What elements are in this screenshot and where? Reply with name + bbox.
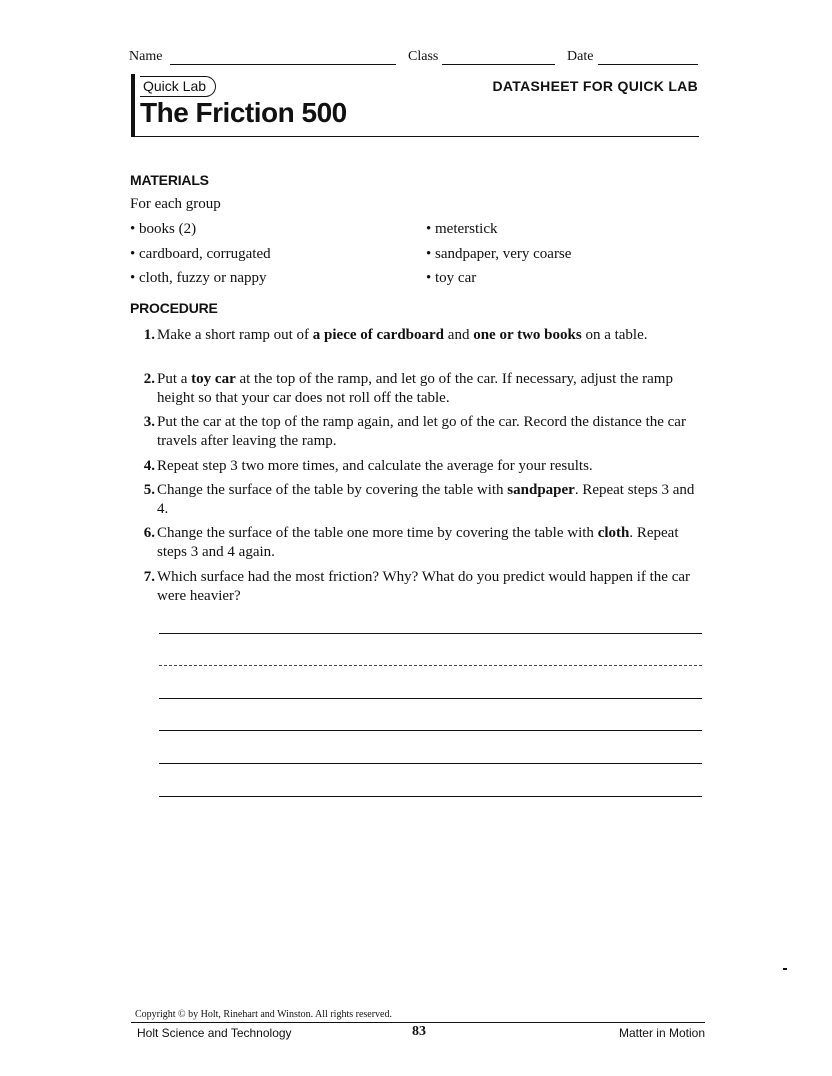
answer-line[interactable] [159, 633, 702, 634]
title-divider [131, 136, 699, 137]
material-item: • cardboard, corrugated [130, 246, 271, 263]
answer-line[interactable] [159, 730, 702, 731]
materials-intro: For each group [130, 196, 221, 212]
procedure-step-7: 7. Which surface had the most friction? Why? What do you predict would happen if the car were heavier? [143, 569, 691, 604]
footer-chapter: Matter in Motion [618, 1026, 705, 1040]
material-item: • cloth, fuzzy or nappy [130, 270, 266, 287]
material-item: • meterstick [426, 221, 498, 238]
page-title: The Friction 500 [140, 97, 347, 128]
datasheet-label: DATASHEET FOR QUICK LAB [492, 78, 698, 94]
material-item: • sandpaper, very coarse [426, 246, 571, 263]
footer-divider [131, 1022, 705, 1023]
date-label: Date [567, 49, 594, 64]
name-field[interactable] [170, 50, 396, 65]
procedure-step-2: 2. Put a toy car at the top of the ramp, and let go of the car. If necessary, adjust the ramp height so that your car does not roll off the table. [143, 371, 673, 406]
answer-line[interactable] [159, 698, 702, 699]
material-item: • toy car [426, 270, 476, 287]
procedure-step-3: 3. Put the car at the top of the ramp again, and let go of the car. Record the distance the car travels after leaving the ramp. [143, 414, 686, 449]
name-label: Name [129, 49, 163, 64]
procedure-step-4: 4. Repeat step 3 two more times, and calculate the average for your results. [143, 458, 593, 474]
procedure-heading: PROCEDURE [130, 300, 218, 316]
scan-mark [783, 968, 787, 970]
title-accent-bar [131, 74, 135, 136]
date-field[interactable] [598, 50, 698, 65]
answer-line[interactable] [159, 796, 702, 797]
material-item: • books (2) [130, 221, 196, 238]
quick-lab-badge: Quick Lab [140, 76, 216, 97]
materials-heading: MATERIALS [130, 172, 209, 188]
page-number: 83 [412, 1024, 426, 1039]
class-field[interactable] [442, 50, 555, 65]
answer-line[interactable] [159, 665, 702, 667]
procedure-step-5: 5. Change the surface of the table by covering the table with sandpaper. Repeat steps 3 and 4. [143, 482, 695, 517]
procedure-step-6: 6. Change the surface of the table one more time by covering the table with cloth. Repeat steps 3 and 4 again. [143, 525, 679, 560]
copyright-notice: Copyright © by Holt, Rinehart and Winston. All rights reserved. [135, 1009, 392, 1020]
answer-line[interactable] [159, 763, 702, 764]
footer-publisher: Holt Science and Technology [137, 1026, 292, 1040]
procedure-step-1: 1. Make a short ramp out of a piece of cardboard and one or two books on a table. [143, 327, 648, 343]
class-label: Class [408, 49, 439, 64]
